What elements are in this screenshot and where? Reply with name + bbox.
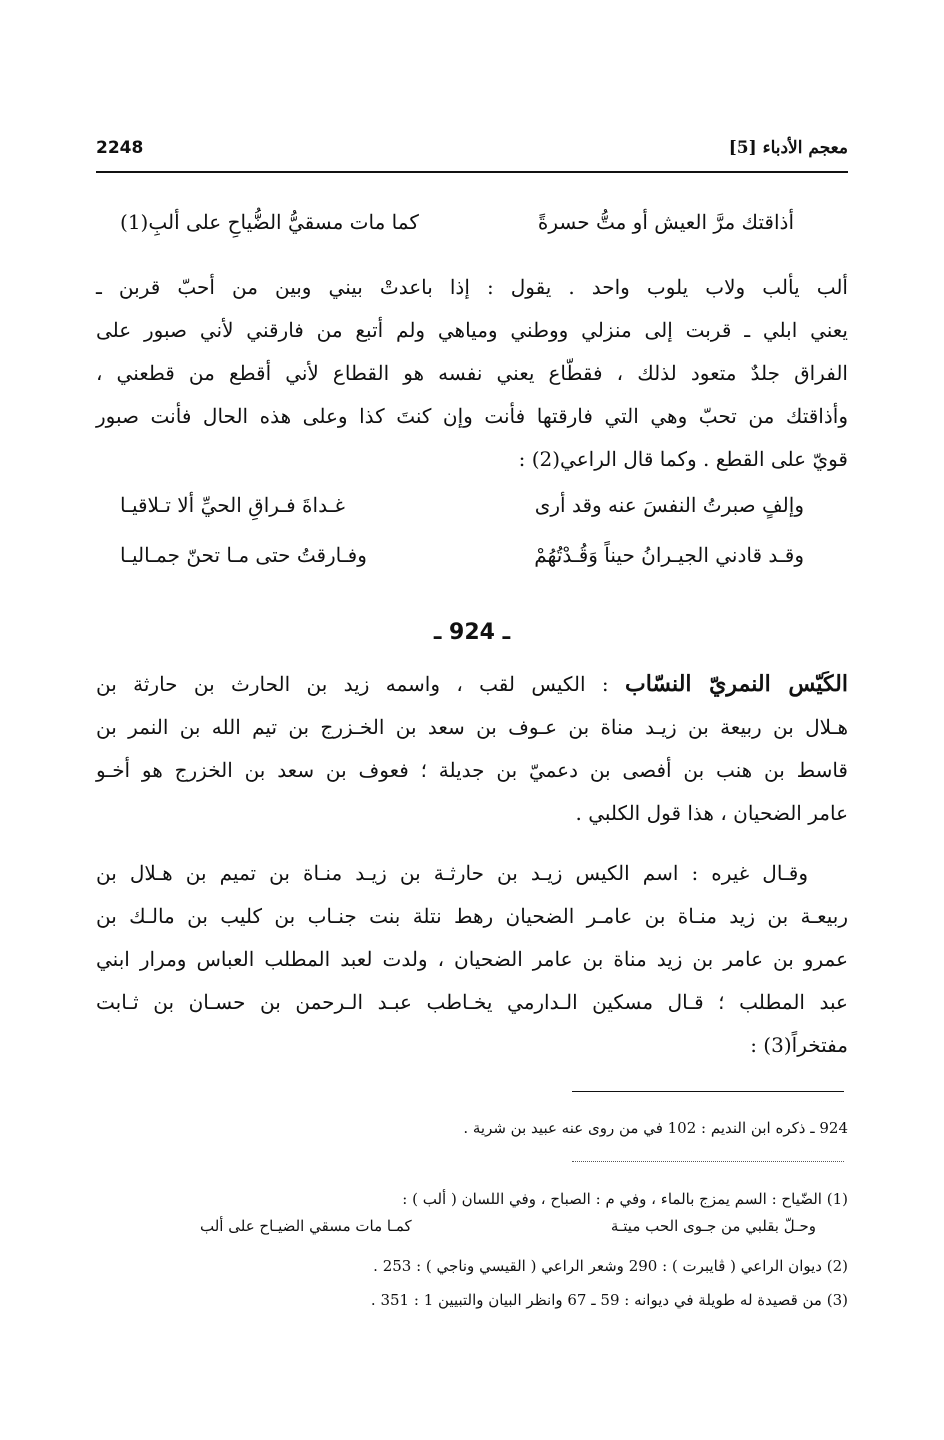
header-rule [96, 171, 848, 173]
verse-hemistich-first: وحـلّ بقلبي من جـوى الحب ميتـة [610, 1217, 816, 1235]
footnote-1-verse [200, 1217, 816, 1241]
text-line [96, 663, 848, 706]
entry-number: ـ 924 ـ [433, 620, 511, 645]
text-line: وقـال غيره : اسم الكيس زيـد بن حارثـة بن زيـد منـاة بن تميم بن هـلال بن [96, 861, 808, 885]
page-number: 2248 [96, 138, 144, 158]
text-line: الفراق جلدٌ متعود لذلك ، فقطّاع يعني نفسه هو القطاع لأني أقطع من قطعني ، [96, 361, 848, 385]
footnote-2: (2) ديوان الراعي ( ڤايبرت ) : 290 وشعر الراعي ( القيسي وناجي ) : 253 . [373, 1257, 848, 1275]
text-line: مفتخراً(3) : [750, 1033, 848, 1057]
verse-rai-2 [120, 543, 804, 579]
verse-rai-1 [120, 493, 804, 529]
text-line: ربيعـة بن زيد منـاة بن عامـر الضحيان رهط نتلة بنت جنـاب بن كليب بن مالـك بن [96, 904, 848, 928]
page-header [96, 138, 848, 168]
paragraph-other-account [96, 852, 848, 1067]
footnote-dotted-rule [572, 1161, 844, 1162]
text-line: هـلال بن ربيعة بن زيـد مناة بن عـوف بن سعد بن الخـزرج بن تيم الله بن النمر بن [96, 715, 848, 739]
text-line: ألب يألب ولاب يلوب واحد . يقول : إذا باعدتْ بيني وبين من أحبّ قربن ـ [96, 275, 848, 299]
verse-hemistich-first: وإلفٍ صبرتُ النفسَ عنه وقد أرى [534, 493, 804, 517]
verse-hemistich-first: أذاقتك مرَّ العيش أو متُّ حسرةً [537, 210, 794, 234]
paragraph-commentary [96, 266, 848, 481]
verse-hemistich-first: وقـد قادني الجيـرانُ حيناً وَقُـدْتُهُمْ [534, 543, 804, 567]
verse-hemistich-second: غـداةَ فـراقِ الحيِّ ألا تـلاقيـا [120, 493, 345, 517]
text-line: قويّ على القطع . وكما قال الراعي(2) : [518, 447, 848, 471]
verse-hemistich-second: كما مات مسقيُّ الضُّياحِ على ألبِ(1) [120, 210, 419, 234]
footnote-rule [572, 1091, 844, 1092]
footnote-1: (1) الضّياح : السم يمزج بالماء ، وفي م : الصباح ، وفي اللسان ( ألب ) : [402, 1190, 848, 1208]
text-line: يعني ابلي ـ قربت إلى منزلي ووطني ومياهي ولم أتبع من فارقني لأني صبور على [96, 318, 848, 342]
paragraph-entry [96, 663, 848, 835]
book-title: معجم الأدباء [5] [728, 138, 848, 158]
text-line: قاسط بن هنب بن أفصى بن دعميّ بن جديلة ؛ فعوف بن سعد بن الخزرج هو أخـو [96, 758, 848, 782]
entry-first-line: : الكيس لقب ، واسمه زيد بن الحارث بن حارثة بن [96, 672, 626, 696]
opening-verse [120, 210, 794, 246]
entry-title: الكَيّس النمريّ النسّاب [625, 671, 848, 697]
text-line: عامر الضحيان ، هذا قول الكلبي . [575, 801, 848, 825]
text-line: وأذاقتك من تحبّ وهي التي فارقتها فأنت وإن كنتَ كذا وعلى هذه الحال فأنت صبور [96, 404, 848, 428]
text-line: عمرو بن عامر بن زيد مناة بن عامر الضحيان ، ولدت لعبد المطلب العباس ومرار ابني [96, 947, 848, 971]
footnote-entry: 924 ـ ذكره ابن النديم : 102 في من روى عنه عبيد بن شرية . [463, 1119, 848, 1137]
verse-hemistich-second: وفـارقتُ حتى مـا تحنّ جمـاليـا [120, 543, 367, 567]
verse-hemistich-second: كمـا مات مسقي الضيـاح على ألب [200, 1217, 412, 1235]
footnote-3: (3) من قصيدة له طويلة في ديوانه : 59 ـ 67 وانظر البيان والتبيين 1 : 351 . [370, 1291, 848, 1309]
text-line: عبد المطلب ؛ قـال مسكين الـدارمي يخـاطب عبـد الـرحمن بن حسـان بن ثـابت [96, 990, 848, 1014]
